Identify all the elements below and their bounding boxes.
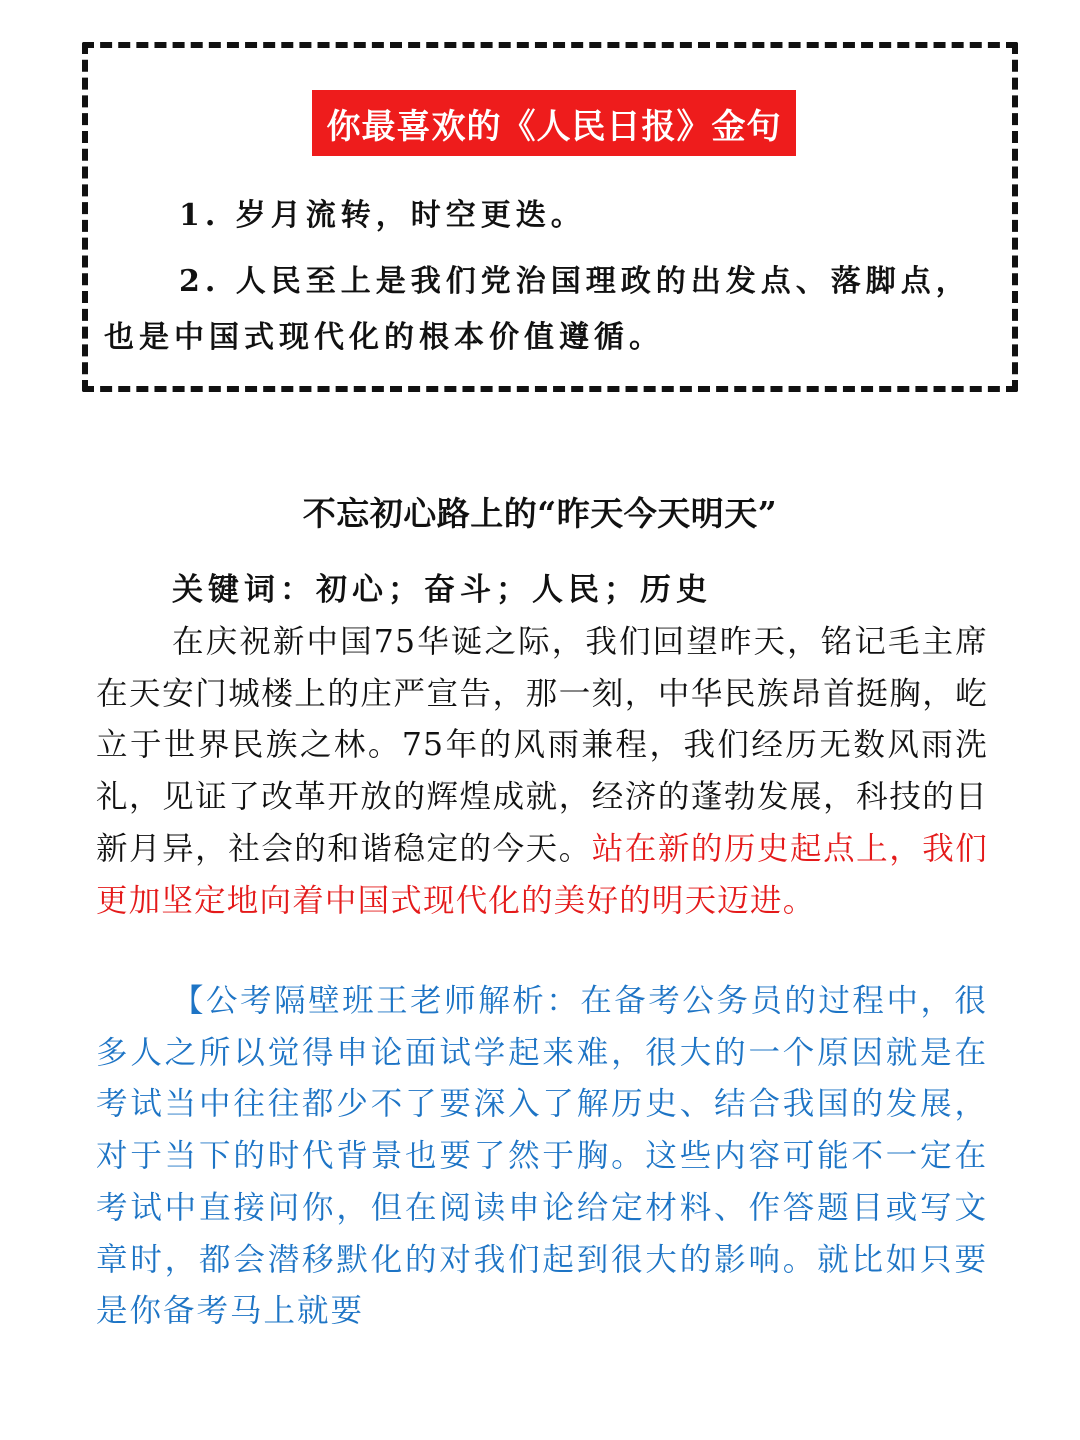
- paragraph-1-highlight: 站在新的历史起点上，我们更加坚定地向着中国式现代化的美好的明天迈进。: [96, 830, 988, 919]
- quote-item-1: 1. 岁月流转，时空更迭。: [179, 198, 586, 233]
- article-keywords: 关键词：初心；奋斗；人民；历史: [172, 572, 712, 608]
- quote-title-banner: [312, 90, 796, 156]
- paragraph-1-text: 在庆祝新中国75华诞之际，我们回望昨天，铭记毛主席在天安门城楼上的庄严宣告，那一刻，中华民族昂首挺胸，屹立于世界民族之林。75年的风雨兼程，我们经历无数风雨洗礼，见证了改革开放的辉煌成就，经济的蓬勃发展，科技的日新月异，社会的和谐稳定的今天。: [96, 624, 988, 867]
- article-paragraph-2-analysis: 【公考隔壁班王老师解析：在备考公务员的过程中，很多人之所以觉得申论面试学起来难，很大的一个原因就是在考试当中往往都少不了要深入了解历史、结合我国的发展，对于当下的时代背景也要了然于胸。这些内容可能不一定在考试中直接问你，但在阅读申论给定材料、作答题目或写文章时，都会潜移默化的对我们起到很大的影响。就比如只要是你备考马上就要: [96, 983, 988, 1330]
- article-title: 不忘初心路上的“昨天今天明天”: [302, 494, 778, 533]
- article-paragraph-1: [96, 617, 988, 927]
- quote-box: [82, 42, 1018, 392]
- quote-item-2: 2. 人民至上是我们党治国理政的出发点、落脚点，也是中国式现代化的根本价值遵循。: [104, 264, 971, 355]
- quote-title: 你最喜欢的《人民日报》金句: [326, 106, 782, 147]
